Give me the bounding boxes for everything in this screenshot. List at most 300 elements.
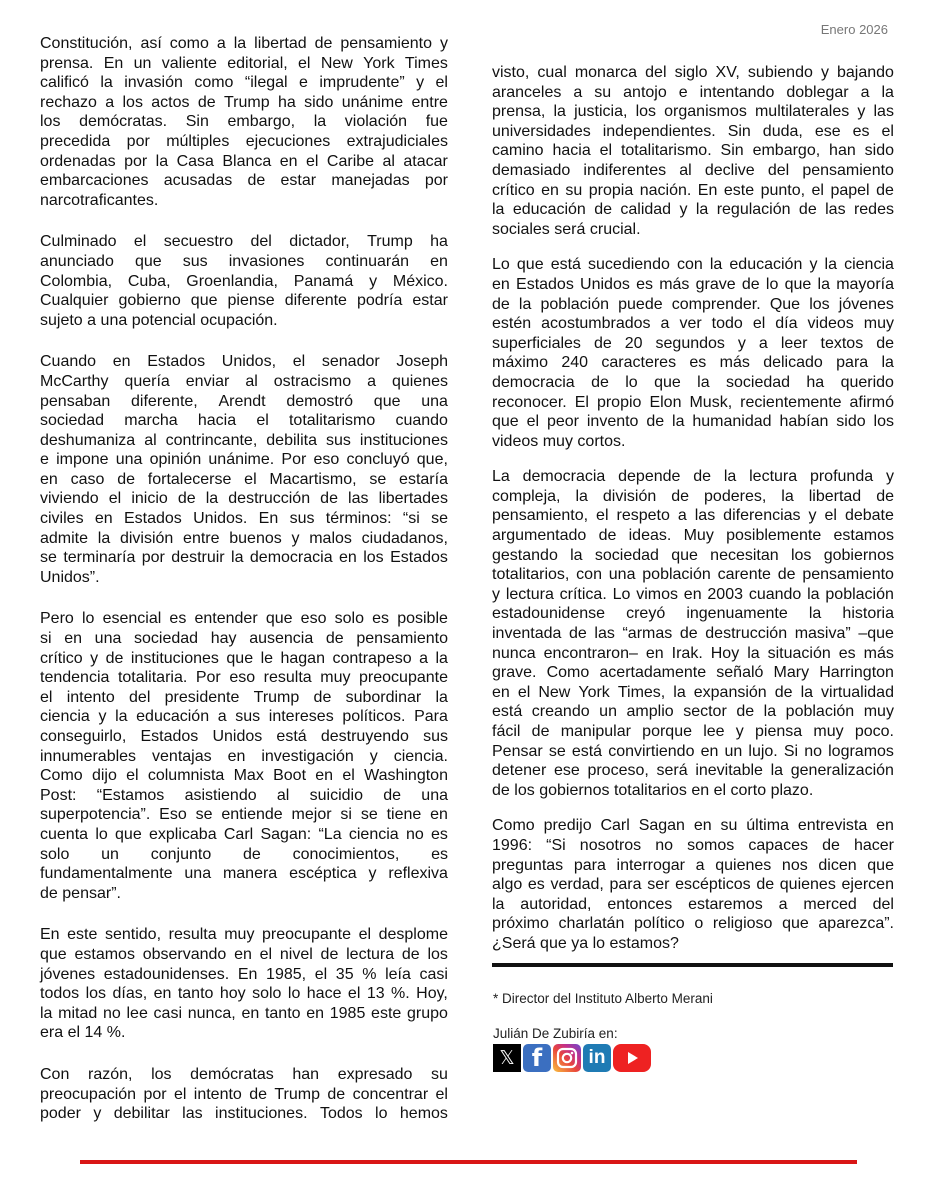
word: los	[427, 945, 448, 963]
word: la	[709, 256, 723, 274]
word: el	[435, 74, 448, 92]
word: más	[719, 354, 750, 372]
word: demostró	[286, 392, 354, 410]
word: lo	[81, 610, 95, 628]
word: civiles	[40, 510, 84, 528]
word: crítica.	[559, 585, 607, 603]
word: y	[808, 507, 817, 525]
text-line	[40, 925, 448, 945]
word: textos	[820, 334, 864, 352]
word: estadounidenses.	[103, 965, 230, 983]
word: Carl	[223, 825, 254, 843]
word: la	[781, 487, 794, 505]
word: XV,	[715, 64, 740, 81]
word: crucial.	[589, 220, 641, 238]
word: estadounidense	[492, 605, 605, 623]
word: charlatán	[558, 915, 625, 933]
word: ciudadanos,	[361, 529, 448, 547]
word: y	[416, 74, 425, 92]
text-line	[40, 1085, 448, 1105]
word: buenos	[229, 529, 282, 547]
text-line	[40, 984, 448, 1004]
word: suicidio	[309, 786, 363, 804]
word: estar	[280, 172, 317, 190]
word: de	[591, 373, 609, 391]
facebook-icon[interactable]: f	[523, 1044, 551, 1072]
word: se	[40, 549, 57, 567]
word: piensa	[755, 723, 803, 740]
word: Cuando	[40, 353, 97, 371]
word: Eso	[159, 806, 187, 824]
word: encontraron–	[543, 644, 638, 662]
word: la	[313, 113, 327, 131]
word: que	[492, 413, 519, 431]
text-line	[40, 489, 448, 509]
word: diferente,	[131, 392, 198, 410]
word: en	[279, 152, 298, 170]
word: “Estamos	[96, 786, 165, 804]
text-line	[40, 112, 448, 132]
word: sujeto	[40, 311, 83, 329]
word: que	[115, 825, 142, 843]
word: entre	[183, 529, 220, 547]
word: expresado	[337, 1065, 413, 1083]
word: 14	[84, 1024, 103, 1042]
word: de	[247, 172, 266, 190]
word: hacia	[197, 412, 237, 430]
word: pensaban	[40, 392, 111, 410]
word: la	[40, 1004, 53, 1022]
text-line	[40, 291, 448, 311]
word: los	[514, 781, 535, 799]
instagram-icon[interactable]	[553, 1044, 581, 1072]
word: si	[340, 806, 352, 824]
word: porque	[642, 723, 692, 740]
word: la	[800, 683, 814, 701]
word: de	[777, 566, 796, 584]
word: ese	[814, 122, 841, 140]
word: es	[372, 610, 390, 628]
word: que	[654, 373, 681, 391]
word: a	[695, 856, 705, 874]
word: se	[548, 742, 566, 760]
word: de	[876, 181, 894, 199]
word: es	[689, 354, 707, 372]
word: secuestro	[163, 233, 234, 251]
word: como	[169, 35, 209, 52]
word: más	[659, 275, 690, 293]
word: preocupante	[262, 926, 351, 944]
word: Times	[404, 54, 448, 72]
text-line	[492, 585, 894, 605]
word: Lo	[492, 256, 510, 274]
word: es	[431, 845, 448, 863]
word: inicio	[131, 490, 168, 508]
text-line	[492, 702, 894, 722]
word: más	[863, 644, 894, 662]
word: una	[608, 566, 636, 584]
word: preocupación	[40, 1085, 137, 1103]
word: estaremos	[688, 895, 763, 913]
word: profunda	[809, 468, 874, 486]
word: humanidad	[692, 413, 772, 431]
word: aranceles	[492, 83, 562, 101]
word: 240	[561, 354, 589, 372]
word: en	[492, 683, 510, 701]
word: hemos	[399, 1105, 448, 1123]
word: la	[672, 413, 685, 431]
word: población	[825, 585, 894, 603]
word: redes	[853, 201, 894, 219]
word: a	[860, 83, 870, 101]
word: recientemente	[740, 393, 842, 411]
word: 13	[366, 985, 385, 1003]
word: York	[578, 683, 610, 701]
word: a	[660, 315, 670, 333]
word: se	[431, 510, 448, 528]
word: creando	[531, 703, 590, 721]
word: la	[97, 529, 111, 547]
text-line	[492, 467, 894, 487]
word: de	[383, 786, 402, 804]
paragraph	[40, 609, 448, 903]
word: de	[320, 490, 338, 508]
word: educación	[729, 256, 803, 274]
word: Carl	[600, 817, 630, 835]
text-line	[40, 629, 448, 649]
text-line	[492, 314, 894, 334]
word: Lo	[612, 585, 631, 603]
word: el	[173, 1085, 187, 1103]
word: el	[259, 945, 273, 963]
word: todo	[711, 315, 743, 333]
word: su	[594, 83, 612, 101]
word: %	[362, 965, 377, 983]
text-line	[492, 742, 894, 762]
text-line	[492, 526, 894, 546]
word: ser	[647, 876, 670, 894]
text-line	[492, 63, 894, 83]
word: si	[40, 630, 52, 648]
word: Cualquier	[40, 292, 109, 310]
word: historia	[842, 605, 894, 623]
word: Todos	[319, 1105, 363, 1123]
word: la	[100, 74, 113, 92]
word: leía	[385, 965, 411, 983]
word: que	[265, 610, 293, 628]
word: impone	[56, 451, 109, 469]
word: un	[599, 703, 617, 721]
word: al	[144, 431, 157, 449]
word: no	[102, 1004, 121, 1022]
word: sido	[864, 142, 894, 160]
text-line	[492, 856, 894, 876]
text-line	[40, 884, 448, 904]
word: propia	[588, 181, 634, 199]
word: caso	[70, 470, 105, 488]
word: la	[518, 295, 532, 313]
word: los	[85, 985, 107, 1003]
text-line	[40, 311, 448, 331]
word: En	[103, 54, 124, 72]
word: cuenta	[40, 825, 89, 843]
word: de	[756, 876, 775, 894]
word: muy	[863, 703, 894, 721]
word: ausencia	[249, 630, 314, 648]
word: superpotencia”.	[40, 806, 151, 824]
word: demócratas	[190, 1065, 274, 1083]
word: posible	[397, 610, 448, 628]
word: Max	[233, 767, 264, 785]
word: de	[593, 334, 612, 352]
word: Arendt	[218, 392, 266, 410]
word: era	[40, 1024, 64, 1042]
right-column	[492, 63, 894, 970]
word: en	[227, 747, 246, 765]
word: un	[724, 742, 743, 760]
word: conocimientos,	[292, 845, 400, 863]
word: y	[820, 64, 829, 81]
word: regulación	[716, 201, 791, 219]
word: potencial	[131, 311, 196, 329]
word: a	[419, 649, 428, 667]
word: detener	[492, 762, 547, 780]
word: y	[885, 468, 894, 486]
word: y	[369, 747, 378, 765]
word: han	[292, 1065, 320, 1083]
word: observando	[142, 945, 227, 963]
word: independientes.	[602, 122, 716, 140]
word: compleja,	[492, 487, 561, 505]
word: en	[306, 1004, 325, 1022]
text-line	[40, 649, 448, 669]
word: En	[237, 965, 258, 983]
word: eso	[313, 451, 340, 469]
word: de	[243, 845, 261, 863]
word: ordenadas	[40, 152, 116, 170]
word: Times,	[617, 683, 666, 701]
word: Estados	[123, 510, 182, 528]
word: solo	[334, 610, 364, 628]
word: justicia,	[574, 103, 628, 121]
word: en	[430, 252, 448, 270]
word: Boot	[273, 767, 307, 785]
word: 1985	[329, 1004, 366, 1022]
word: el	[108, 490, 122, 508]
word: escéptica	[289, 865, 357, 883]
word: York	[363, 54, 395, 72]
word: la	[492, 895, 505, 913]
text-line	[492, 141, 894, 161]
text-line	[40, 232, 448, 252]
text-line	[40, 529, 448, 549]
word: población	[642, 566, 711, 584]
text-line	[492, 506, 894, 526]
word: embarcaciones	[40, 172, 149, 190]
linkedin-icon[interactable]: in	[583, 1044, 611, 1072]
word: estar	[412, 292, 448, 310]
word: de	[325, 630, 344, 648]
word: invento	[586, 413, 639, 431]
text-line	[40, 965, 448, 985]
word: atacar	[403, 152, 448, 170]
text-line	[40, 132, 448, 152]
word: Trump	[223, 93, 270, 111]
text-line	[40, 191, 448, 211]
word: le	[260, 649, 274, 667]
word: los	[122, 93, 143, 111]
word: y	[291, 529, 300, 547]
word: desplome	[378, 926, 448, 944]
word: así	[140, 35, 162, 52]
word: sus	[289, 510, 315, 528]
word: a	[216, 35, 226, 52]
word: querido	[840, 373, 894, 391]
word: por	[126, 132, 150, 150]
word: población	[540, 295, 609, 313]
paragraph	[492, 467, 894, 800]
word: hay	[210, 630, 237, 648]
word: resulta	[263, 669, 312, 687]
word: invasión	[124, 74, 183, 92]
word: En	[697, 181, 718, 199]
text-line	[40, 73, 448, 93]
word: bajando	[837, 64, 894, 81]
text-line	[492, 432, 894, 452]
text-line	[492, 83, 894, 103]
word: pensamiento	[340, 35, 433, 52]
text-line	[40, 727, 448, 747]
word: la	[824, 256, 837, 274]
word: Si	[783, 742, 799, 760]
word: en	[94, 510, 113, 528]
word: dijo	[91, 767, 117, 785]
word: “La	[318, 825, 342, 843]
word: nunca	[492, 644, 536, 662]
word: de	[598, 527, 617, 545]
word: acostumbrados	[541, 315, 651, 333]
word: ciencia.	[393, 747, 448, 765]
x-twitter-icon[interactable]: 𝕏	[493, 1044, 521, 1072]
word: la	[763, 703, 777, 721]
word: quienes	[779, 876, 836, 894]
word: Irak.	[671, 644, 703, 662]
text-line	[492, 722, 894, 742]
word: sus	[182, 252, 208, 270]
word: es	[527, 876, 545, 894]
word: Elon	[649, 393, 682, 411]
word: el	[526, 413, 540, 431]
word: sus	[326, 431, 351, 449]
word: Como	[546, 664, 590, 682]
word: demócratas.	[79, 113, 168, 131]
word: las	[182, 1105, 203, 1123]
word: sector	[683, 703, 727, 721]
word: términos:	[325, 510, 392, 528]
word: Sagan:	[260, 825, 312, 843]
word: posiblemente	[726, 527, 822, 545]
word: lo	[625, 373, 638, 391]
word: diferente	[284, 292, 347, 310]
text-line	[492, 624, 894, 644]
word: la	[570, 546, 583, 564]
word: casi	[419, 965, 448, 983]
word: nosotros	[579, 836, 642, 854]
word: Trump	[253, 688, 300, 706]
word: preguntas	[492, 856, 564, 874]
word: la	[435, 649, 448, 667]
text-line	[492, 295, 894, 315]
word: extrajudiciales	[346, 132, 448, 150]
word: una	[184, 865, 212, 883]
word: y	[492, 585, 500, 603]
word: que	[190, 292, 218, 310]
word: videos	[492, 432, 539, 450]
word: el	[517, 683, 531, 701]
word: los	[40, 113, 61, 131]
word: Hoy,	[416, 985, 448, 1003]
word: Caribe	[326, 152, 375, 170]
word: la	[575, 487, 588, 505]
word: unánime.	[208, 451, 275, 469]
word: generalización	[790, 762, 894, 780]
word: es	[431, 825, 448, 843]
word: camino	[492, 142, 544, 160]
word: El	[574, 393, 589, 411]
word: muy	[813, 723, 844, 740]
word: Macartismo,	[269, 470, 357, 488]
word: es	[838, 644, 856, 662]
word: sociedad	[725, 373, 791, 391]
word: totalitarios	[613, 781, 687, 799]
word: en	[234, 945, 252, 963]
word: días,	[112, 985, 148, 1003]
word: quienes	[391, 372, 448, 390]
word: Por	[281, 451, 307, 469]
text-line	[492, 275, 894, 295]
word: división	[119, 529, 174, 547]
word: que	[671, 546, 698, 564]
text-line	[492, 353, 894, 373]
word: embargo,	[752, 142, 821, 160]
word: la	[115, 708, 128, 726]
word: del	[767, 161, 790, 179]
word: la	[770, 762, 784, 780]
word: entiende	[221, 806, 283, 824]
word: las	[594, 625, 615, 643]
word: 2003	[707, 585, 743, 603]
word: propio	[596, 393, 642, 411]
word: situación	[767, 644, 831, 662]
word: monarca	[574, 64, 638, 81]
word: McCarthy	[40, 372, 109, 390]
word: de	[320, 945, 339, 963]
word: autoridad,	[520, 895, 592, 913]
word: ocupación.	[200, 311, 278, 329]
word: Unidos	[580, 275, 630, 293]
word: será	[656, 762, 688, 780]
social-links	[493, 1044, 651, 1072]
youtube-icon[interactable]	[613, 1044, 651, 1072]
word: destrucción	[228, 490, 311, 508]
word: y	[679, 201, 688, 219]
text-line	[492, 546, 894, 566]
word: totalitarismo.	[620, 142, 712, 160]
word: de	[876, 487, 894, 505]
word: gobiernos	[823, 546, 894, 564]
word: En	[258, 510, 279, 528]
word: senador	[321, 353, 380, 371]
